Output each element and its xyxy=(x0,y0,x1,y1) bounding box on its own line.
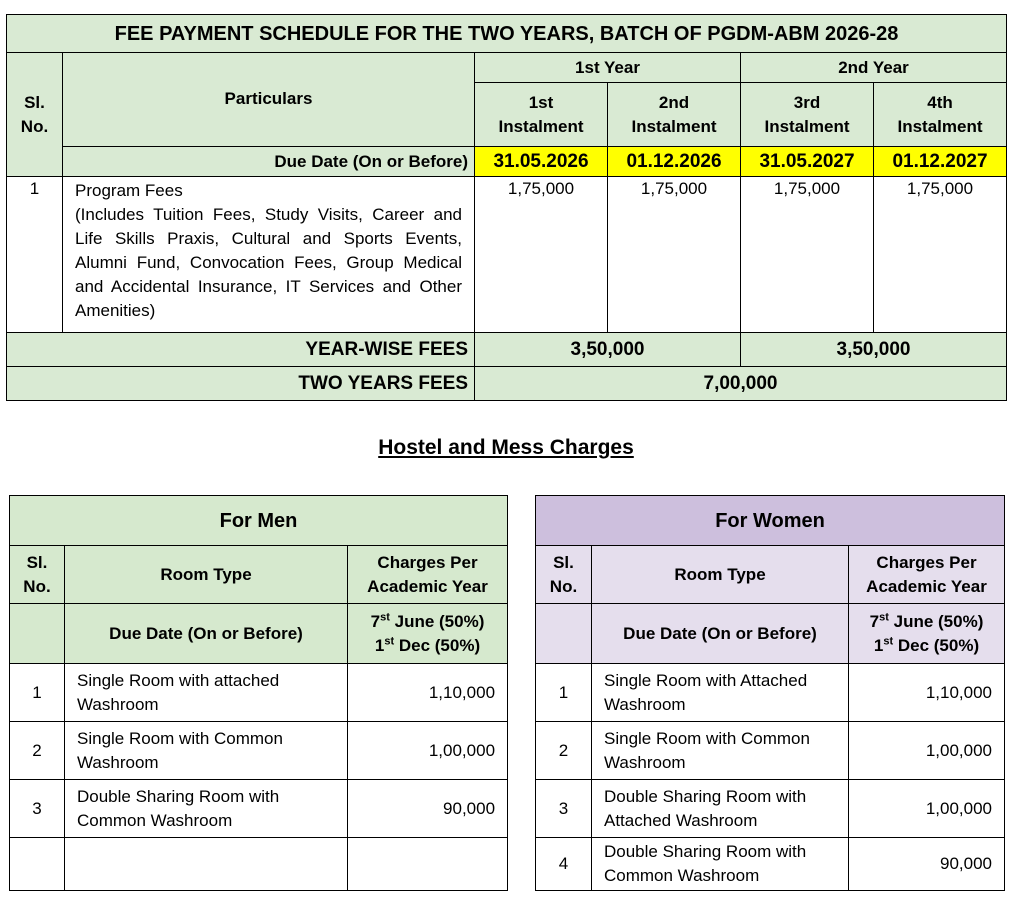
due-date-1: 31.05.2026 xyxy=(475,147,608,177)
program-amount-1: 1,75,000 xyxy=(475,177,608,333)
men-row-sl: 1 xyxy=(10,664,65,722)
table-row xyxy=(10,664,508,722)
program-sl: 1 xyxy=(7,177,63,333)
women-row-charge: 1,00,000 xyxy=(849,780,1005,838)
program-amount-2: 1,75,000 xyxy=(608,177,741,333)
women-row-room: Double Sharing Room with Common Washroom xyxy=(592,838,849,891)
program-description: (Includes Tuition Fees, Study Visits, Career and Life Skills Praxis, Cultural and Sports Events, Alumni Fund, Convocation Fees, Group Medical and Accidental Insurance, IT Services and Other Amenities) xyxy=(75,205,462,320)
table-row xyxy=(10,838,508,891)
fee-schedule-table xyxy=(6,14,1007,401)
men-hostel-table xyxy=(9,495,508,891)
men-row-charge: 90,000 xyxy=(348,780,508,838)
sl-no-header-label: Sl. No. xyxy=(20,92,49,136)
year-wise-value-2: 3,50,000 xyxy=(741,333,1007,367)
instalment-header-2: 2nd Instalment xyxy=(608,83,741,147)
men-row-room: Single Room with attached Washroom xyxy=(65,664,348,722)
men-due-date-values: 7st June (50%) 1st Dec (50%) xyxy=(348,604,508,664)
year-header-1: 1st Year xyxy=(475,53,741,83)
women-row-sl: 3 xyxy=(536,780,592,838)
instalment-header-4: 4th Instalment xyxy=(874,83,1007,147)
women-charges-header: Charges Per Academic Year xyxy=(849,546,1005,604)
year-wise-value-1: 3,50,000 xyxy=(475,333,741,367)
two-years-value: 7,00,000 xyxy=(475,367,1007,401)
men-row-room: Single Room with Common Washroom xyxy=(65,722,348,780)
men-room-type-header: Room Type xyxy=(65,546,348,604)
women-due-date-label: Due Date (On or Before) xyxy=(592,604,849,664)
program-name: Program Fees xyxy=(75,181,183,200)
women-due-date-values: 7st June (50%) 1st Dec (50%) xyxy=(849,604,1005,664)
women-row-room: Double Sharing Room with Attached Washroom xyxy=(592,780,849,838)
program-particulars xyxy=(63,177,475,333)
fee-schedule-title: FEE PAYMENT SCHEDULE FOR THE TWO YEARS, BATCH OF PGDM-ABM 2026-28 xyxy=(7,15,1007,53)
table-row xyxy=(536,722,1005,780)
year-header-2: 2nd Year xyxy=(741,53,1007,83)
women-row-sl: 2 xyxy=(536,722,592,780)
men-row-room: Double Sharing Room with Common Washroom xyxy=(65,780,348,838)
table-row xyxy=(10,722,508,780)
women-due-sl-cell xyxy=(536,604,592,664)
men-due-date-label: Due Date (On or Before) xyxy=(65,604,348,664)
women-sl-header: Sl. No. xyxy=(536,546,592,604)
women-row-sl: 4 xyxy=(536,838,592,891)
table-row xyxy=(536,780,1005,838)
table-row xyxy=(10,780,508,838)
men-row-sl: 2 xyxy=(10,722,65,780)
due-date-2: 01.12.2026 xyxy=(608,147,741,177)
due-date-3: 31.05.2027 xyxy=(741,147,874,177)
instalment-header-3: 3rd Instalment xyxy=(741,83,874,147)
women-row-charge: 90,000 xyxy=(849,838,1005,891)
program-amount-3: 1,75,000 xyxy=(741,177,874,333)
men-table-title: For Men xyxy=(10,496,508,546)
men-row-sl: 3 xyxy=(10,780,65,838)
women-table-title: For Women xyxy=(536,496,1005,546)
men-due-sl-cell xyxy=(10,604,65,664)
women-row-room: Single Room with Common Washroom xyxy=(592,722,849,780)
table-row xyxy=(536,838,1005,891)
women-row-charge: 1,10,000 xyxy=(849,664,1005,722)
men-charges-header: Charges Per Academic Year xyxy=(348,546,508,604)
program-amount-4: 1,75,000 xyxy=(874,177,1007,333)
women-row-room: Single Room with Attached Washroom xyxy=(592,664,849,722)
two-years-label: TWO YEARS FEES xyxy=(7,367,475,401)
women-row-charge: 1,00,000 xyxy=(849,722,1005,780)
men-empty-sl xyxy=(10,838,65,891)
men-row-charge: 1,10,000 xyxy=(348,664,508,722)
due-date-4: 01.12.2027 xyxy=(874,147,1007,177)
particulars-header: Particulars xyxy=(63,53,475,147)
women-hostel-table xyxy=(535,495,1005,891)
women-row-sl: 1 xyxy=(536,664,592,722)
year-wise-label: YEAR-WISE FEES xyxy=(7,333,475,367)
women-room-type-header: Room Type xyxy=(592,546,849,604)
instalment-header-1: 1st Instalment xyxy=(475,83,608,147)
men-empty-room xyxy=(65,838,348,891)
men-empty-charge xyxy=(348,838,508,891)
men-row-charge: 1,00,000 xyxy=(348,722,508,780)
due-date-label: Due Date (On or Before) xyxy=(63,147,475,177)
table-row xyxy=(536,664,1005,722)
sl-no-header xyxy=(7,53,63,177)
men-sl-header: Sl. No. xyxy=(10,546,65,604)
hostel-section-title: Hostel and Mess Charges xyxy=(378,436,634,459)
